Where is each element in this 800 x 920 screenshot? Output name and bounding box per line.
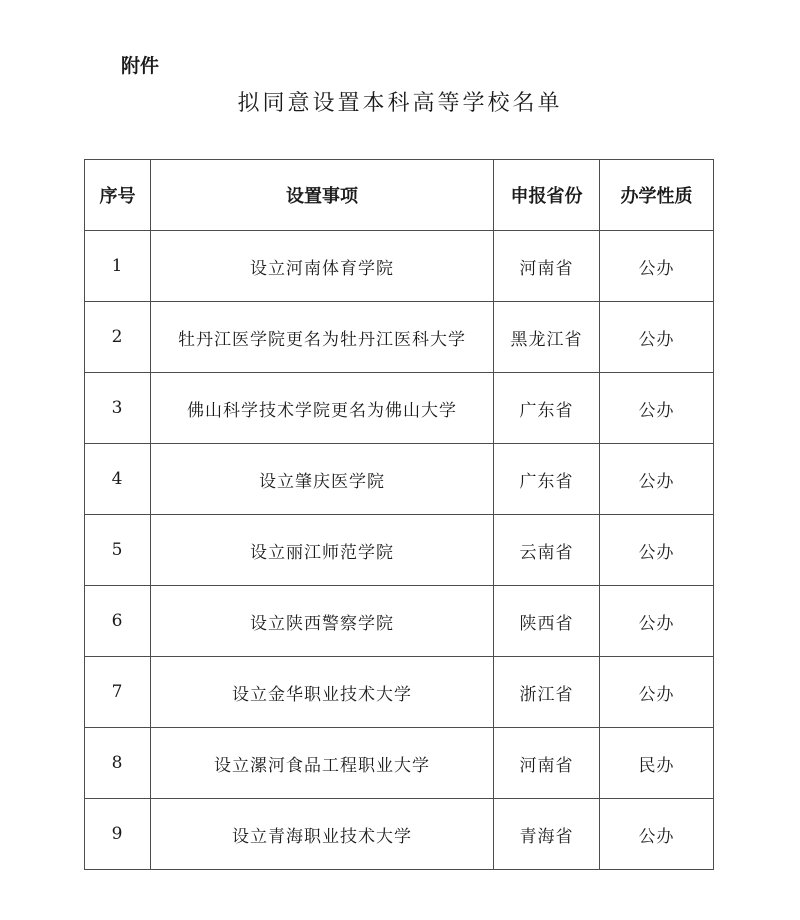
attachment-label: 附件	[121, 55, 160, 77]
cell-item: 设立青海职业技术大学	[151, 799, 494, 870]
header-type: 办学性质	[600, 160, 714, 231]
cell-item: 设立漯河食品工程职业大学	[151, 728, 494, 799]
table-row	[85, 586, 714, 657]
cell-index: 3	[85, 373, 151, 444]
cell-item: 牡丹江医学院更名为牡丹江医科大学	[151, 302, 494, 373]
cell-type: 公办	[600, 231, 714, 302]
cell-province: 河南省	[494, 728, 600, 799]
cell-index: 4	[85, 444, 151, 515]
cell-index: 6	[85, 586, 151, 657]
table-row	[85, 657, 714, 728]
cell-item: 设立肇庆医学院	[151, 444, 494, 515]
cell-item: 设立丽江师范学院	[151, 515, 494, 586]
cell-province: 河南省	[494, 231, 600, 302]
cell-index: 2	[85, 302, 151, 373]
cell-province: 浙江省	[494, 657, 600, 728]
table-row	[85, 444, 714, 515]
cell-type: 公办	[600, 444, 714, 515]
cell-type: 公办	[600, 373, 714, 444]
cell-province: 青海省	[494, 799, 600, 870]
header-index: 序号	[85, 160, 151, 231]
header-item: 设置事项	[151, 160, 494, 231]
cell-province: 黑龙江省	[494, 302, 600, 373]
cell-type: 公办	[600, 302, 714, 373]
cell-type: 公办	[600, 799, 714, 870]
cell-item: 佛山科学技术学院更名为佛山大学	[151, 373, 494, 444]
table-row	[85, 515, 714, 586]
cell-index: 5	[85, 515, 151, 586]
table-row	[85, 728, 714, 799]
cell-type: 公办	[600, 586, 714, 657]
cell-province: 广东省	[494, 373, 600, 444]
cell-item: 设立陕西警察学院	[151, 586, 494, 657]
cell-index: 7	[85, 657, 151, 728]
schools-table	[84, 159, 714, 870]
cell-type: 公办	[600, 515, 714, 586]
cell-province: 云南省	[494, 515, 600, 586]
table-row	[85, 231, 714, 302]
cell-type: 公办	[600, 657, 714, 728]
cell-type: 民办	[600, 728, 714, 799]
cell-province: 陕西省	[494, 586, 600, 657]
table-header-row	[85, 160, 714, 231]
table-row	[85, 373, 714, 444]
table-row	[85, 799, 714, 870]
cell-index: 9	[85, 799, 151, 870]
document-title: 拟同意设置本科高等学校名单	[237, 91, 563, 116]
cell-province: 广东省	[494, 444, 600, 515]
cell-item: 设立河南体育学院	[151, 231, 494, 302]
cell-item: 设立金华职业技术大学	[151, 657, 494, 728]
cell-index: 1	[85, 231, 151, 302]
table-row	[85, 302, 714, 373]
header-province: 申报省份	[494, 160, 600, 231]
cell-index: 8	[85, 728, 151, 799]
